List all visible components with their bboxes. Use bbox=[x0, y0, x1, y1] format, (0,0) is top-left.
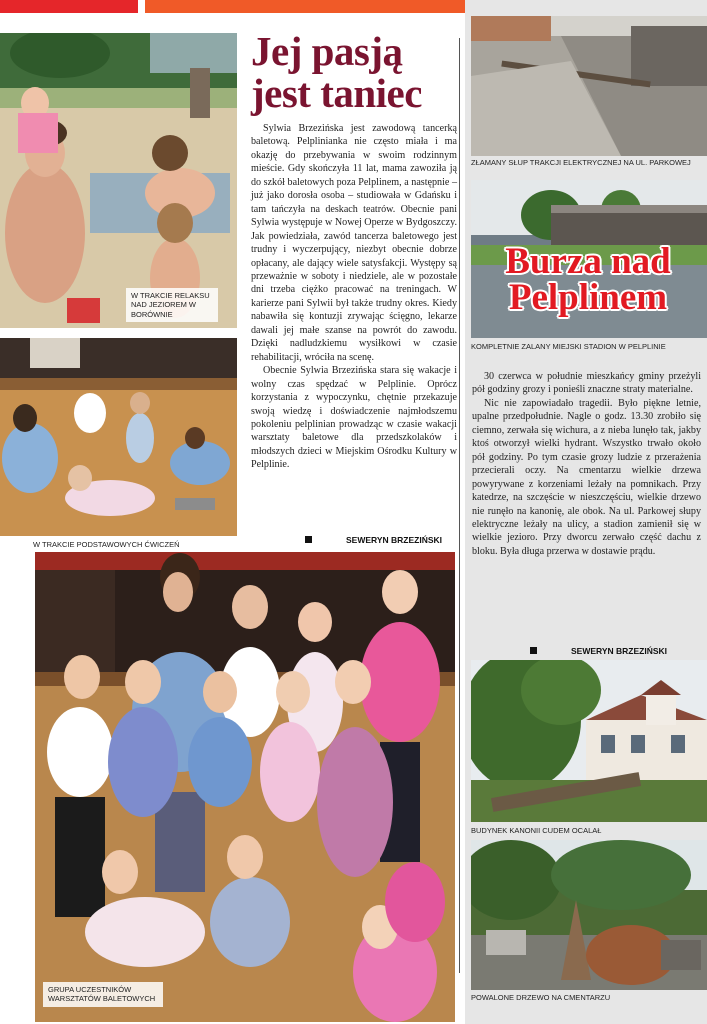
caption-stadium: KOMPLETNIE ZALANY MIEJSKI STADION W PELPLINIE bbox=[471, 342, 666, 351]
article1-body bbox=[251, 122, 457, 472]
caption-relax: W TRAKCIE RELAKSU NAD JEZIOREM W BORÓWNIE bbox=[126, 288, 218, 322]
article2-paragraph: Nic nie zapowiadało tragedii. Było piękne letnie, upalne przedpołudnie. Nagle o godz. 13.30 zrobiło się ciemno, zerwała się wichura, a z nieba lunęło tak, jakby ktoś otworzył wielki hydrant. Wszystko trwało około pół godziny. Po tym czasie grozy ludzie z przerażenia przecierali oczy. Na cmentarzu wielkie drzewa powyrywane z korzeniami leżały na pomnikach. Przy katedrze, na szczęście w nieszczęściu, wielkie drzewo nie runęło na kanonię, ale obok. Na ul. Parkowej słupy elektryczne leżały na ulicy, a stadion zamienił się w wielkie jezioro. Przy dworcu zerwało część dachu z bloku. Była długa przerwa w dostawie prądu. bbox=[472, 397, 701, 557]
article1-paragraph: Obecnie Sylwia Brzezińska stara się wakacje i wolny czas spędzać w Pelplinie. Oprócz korzystania z wypoczynku, chętnie przekazuje swoją wiedzę i doświadczenie najmłodszemu pokoleniu pelplinian prowadząc w czasie wakacji warsztaty baletowe dla przedszkolaków i młodszych dzieci w Miejskim Ośrodku Kultury w Pelplinie. bbox=[251, 365, 457, 471]
article2-headline: Burza nad Pelplinem bbox=[505, 241, 671, 318]
photo-exercises bbox=[0, 338, 237, 536]
article2-byline bbox=[530, 646, 667, 656]
photo-lake-relax bbox=[0, 33, 237, 328]
article1-paragraph: Sylwia Brzezińska jest zawodową tancerką baletową. Pelplinianka nie często miała i ma okazję do przebywania w swoim rodzinnym mieście. Gdy skończyła 11 lat, mama zawoziła ją do szkół baletowych poza Pelplinem, a następnie – już jako dorosła osoba – studiowała w Gdańsku i tam tańczyła na deskach teatrów. Obecnie pani Sylwia występuje w Nowej Operze w Bydgoszczy. Jak powiedziała, zawód tancerza baletowego jest trudny i wyczerpujący, niezbyt obecnie dobrze opłacany, ale dający wiele satysfakcji. Występy są przeważnie w soboty i niedziele, ale w pozostałe dni trzeba ciężko pracować na treningach. W karierze pani Sylwii był także trudny okres. Kiedy nabawiła się kontuzji zrywając ścięgno, lekarze dawali jej małe szanse na powrót do zawodu. Dzięki nadludzkiemu wysiłkowi w czasie rehabilitacji, wróciła na scenę. bbox=[251, 123, 457, 363]
article1-byline bbox=[305, 535, 442, 545]
top-accent-bar-red bbox=[0, 0, 138, 13]
article2-body bbox=[472, 370, 701, 558]
caption-kanonia: BUDYNEK KANONII CUDEM OCALAŁ bbox=[471, 826, 602, 835]
column-divider bbox=[459, 38, 460, 973]
caption-exercises: W TRAKCIE PODSTAWOWYCH ĆWICZEŃ bbox=[33, 540, 180, 549]
byline-square-icon bbox=[305, 536, 312, 543]
caption-group: GRUPA UCZESTNIKÓW WARSZTATÓW BALETOWYCH bbox=[43, 982, 163, 1007]
byline-square-icon bbox=[530, 647, 537, 654]
photo-broken-pole bbox=[471, 16, 707, 156]
article1-headline: Jej pasją jest taniec bbox=[251, 28, 422, 116]
photo-group bbox=[35, 552, 455, 1022]
article1-byline-text: SEWERYN BRZEZIŃSKI bbox=[346, 535, 443, 545]
photo-cemetery bbox=[471, 840, 707, 990]
article2-paragraph: 30 czerwca w południe mieszkańcy gminy przeżyli pół godziny grozy i ponieśli znaczne straty materialne. bbox=[472, 371, 701, 396]
caption-pole: ZŁAMANY SŁUP TRAKCJI ELEKTRYCZNEJ NA UL. PARKOWEJ bbox=[471, 158, 691, 167]
top-accent-bar-orange bbox=[145, 0, 465, 13]
article2-byline-text: SEWERYN BRZEZIŃSKI bbox=[571, 646, 668, 656]
photo-kanonia bbox=[471, 660, 707, 822]
caption-cemetery: POWALONE DRZEWO NA CMENTARZU bbox=[471, 993, 611, 1002]
